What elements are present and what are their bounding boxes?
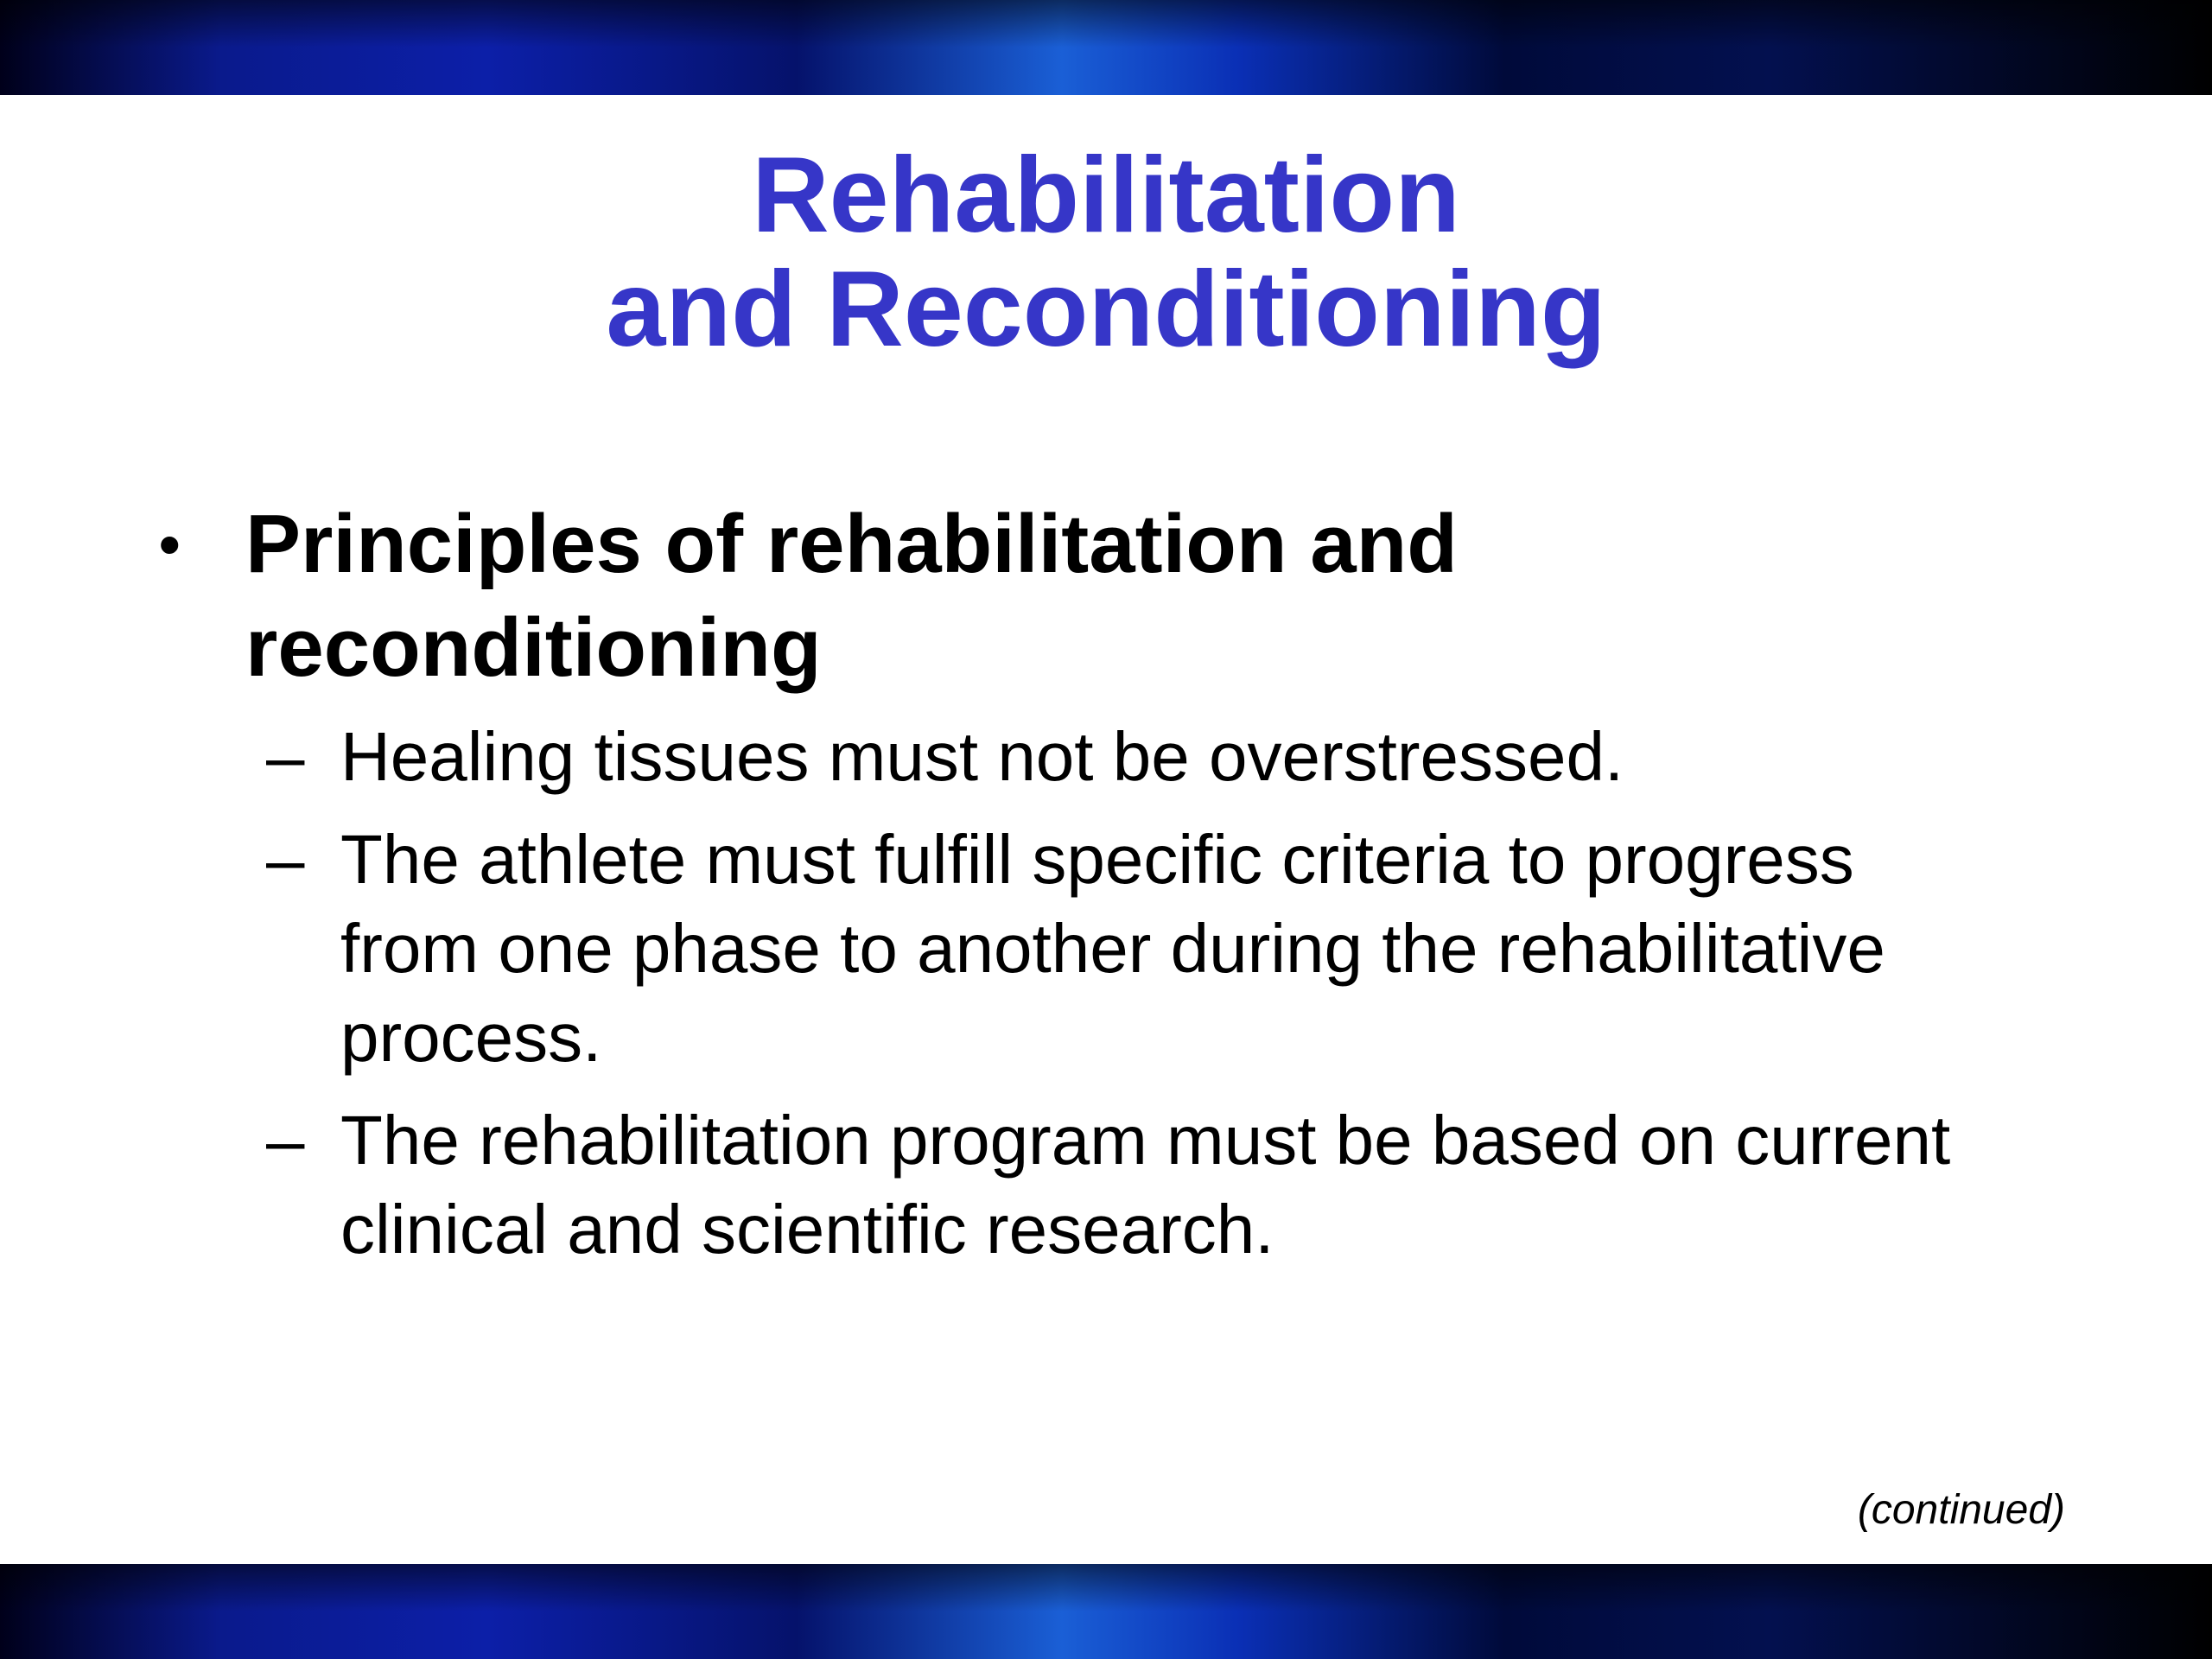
sub-bullet-list [156,712,2108,1274]
main-bullet-line-2: reconditioning [245,601,822,694]
main-bullet-text [245,493,1645,700]
sub-bullet-3-line-2: clinical and scientific research. [340,1191,1274,1268]
sub-bullet-marker: – [266,821,305,898]
sub-bullet-2-line-2: from one phase to another during the rehabilitative [340,910,1885,987]
sub-bullet-marker: – [266,1102,305,1179]
sub-bullet-3-line-1: The rehabilitation program must be based on current [340,1102,1951,1179]
continued-label: (continued) [1857,1487,2065,1533]
title-line-1: Rehabilitation [752,136,1460,255]
main-bullet [156,493,2108,700]
bottom-decorative-band [0,1564,2212,1659]
sub-bullet-2-line-1: The athlete must fulfill specific criteria to progress [340,821,1854,898]
main-bullet-line-1: Principles of rehabilitation and [245,498,1458,590]
bullet-marker: • [159,511,181,578]
sub-bullet-3 [266,1096,2108,1274]
slide-title [0,136,2212,369]
sub-bullet-marker: – [266,718,305,795]
sub-bullet-1-text [340,712,2034,801]
sub-bullet-2-line-3: process. [340,999,602,1076]
sub-bullet-2 [266,815,2108,1082]
sub-bullet-1-line-1: Healing tissues must not be overstressed. [340,718,1624,795]
top-decorative-band [0,0,2212,95]
sub-bullet-3-text [340,1096,2034,1274]
sub-bullet-2-text [340,815,2034,1082]
sub-bullet-1 [266,712,2108,801]
slide-body [156,493,2108,1287]
title-line-2: and Reconditioning [606,250,1606,369]
